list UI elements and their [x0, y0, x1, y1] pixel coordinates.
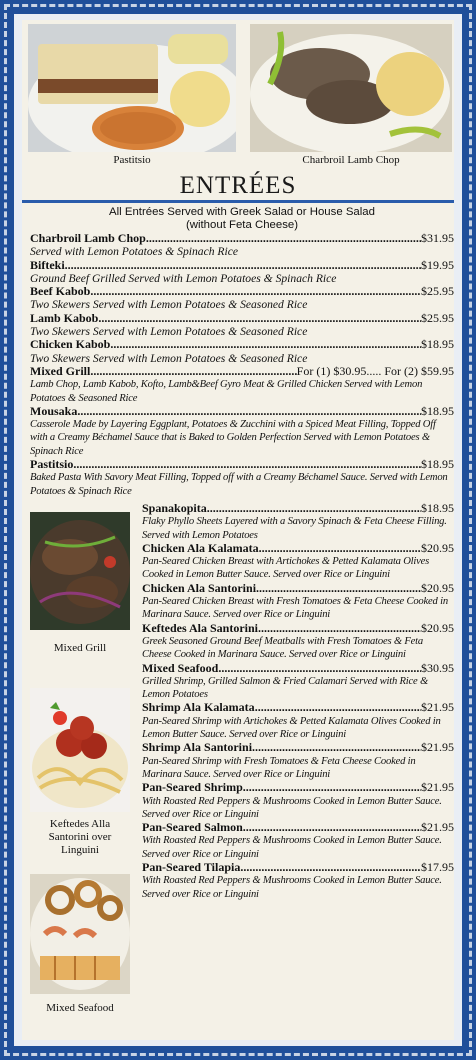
item-description: Pan-Seared Shrimp with Artichokes & Petted Kalamata Olives Cooked in Lemon Butter Sauce. Served over Rice or Linguini: [142, 715, 441, 741]
entries-side-list: [142, 502, 454, 901]
item-name: Mixed Seafood: [142, 660, 219, 675]
item-name: Pan-Seared Shrimp: [142, 780, 243, 795]
lamb-chop-caption: Charbroil Lamb Chop: [302, 154, 400, 166]
entrees-note: All Entrées Served with Greek Salad or House Salad (without Feta Cheese): [109, 206, 375, 231]
mixed-seafood-image: [30, 874, 130, 994]
item-name: Chicken Kabob: [30, 337, 111, 352]
menu-item: [142, 502, 454, 542]
item-name: Pan-Seared Tilapia: [142, 860, 241, 875]
item-description: Casserole Made by Layering Eggplant, Potatoes & Zucchini with a Spiced Meat Filling, Topped Off with a Creamy Béchamel Sauce that is Baked to Golden Perfection Served with Lemon Potatoes & Spinach Rice: [30, 419, 436, 457]
item-description: Lamb Chop, Lamb Kabob, Kofto, Lamb&Beef Gyro Meat & Grilled Chicken Served with Lemon Potatoes & Seasoned Rice: [30, 379, 423, 404]
item-price: $19.95: [421, 257, 454, 272]
item-description: Pan-Seared Chicken Breast with Artichokes & Petted Kalamata Olives Cooked in Lemon Butter Sauce. Served over Rice or Linguini: [142, 556, 430, 581]
item-price: $20.95: [421, 620, 454, 635]
item-description: Two Skewers Served with Lemon Potatoes & Seasoned Rice: [30, 351, 308, 365]
item-price: $25.95: [421, 310, 454, 325]
item-description: With Roasted Red Peppers & Mushrooms Cooked in Lemon Butter Sauce. Served over Rice or Linguini: [142, 875, 442, 900]
pastitsio-image: [28, 24, 236, 152]
item-description: Ground Beef Grilled Served with Lemon Potatoes & Spinach Rice: [30, 271, 337, 285]
entries-full-list: [30, 232, 454, 498]
pastitsio-photo: [28, 24, 236, 152]
item-price: $21.95: [421, 780, 454, 795]
item-description: Baked Pasta With Savory Meat Filling, Topped off with a Creamy Béchamel Sauce. Served with Lemon Potatoes & Spinach Rice: [30, 472, 448, 497]
menu-item: [142, 701, 454, 741]
item-name: Charbroil Lamb Chop: [30, 231, 146, 245]
item-name: Lamb Kabob: [30, 310, 99, 325]
item-description: Served with Lemon Potatoes & Spinach Rice: [30, 245, 239, 259]
lamb-chop-photo: [250, 24, 452, 152]
menu-item: [142, 622, 454, 662]
mixed-grill-caption: Mixed Grill: [53, 642, 107, 654]
item-name: Shrimp Ala Santorini: [142, 740, 253, 755]
mixed-grill-photo: [30, 512, 130, 630]
keftedes-caption: Keftedes Alla Santorini over Linguini: [48, 818, 112, 856]
menu-item: [142, 781, 454, 821]
item-price: $18.95: [421, 403, 454, 418]
item-description: With Roasted Red Peppers & Mushrooms Cooked in Lemon Butter Sauce. Served over Rice or Linguini: [142, 795, 442, 820]
keftedes-image: [30, 688, 130, 812]
item-price: $30.95: [421, 660, 454, 675]
menu-page: [22, 20, 454, 1040]
item-price: $18.95: [421, 501, 454, 515]
item-description: Flaky Phyllo Sheets Layered with a Savory Spinach & Feta Cheese Filling. Served with Lemon Potatoes: [142, 516, 447, 541]
item-price: $21.95: [421, 820, 454, 835]
item-description: Greek Seasoned Ground Beef Meatballs with Fresh Tomatoes & Feta Cheese Cooked in Marinara Sauce. Served over Rice or Linguini: [142, 635, 423, 661]
item-price: $25.95: [421, 284, 454, 299]
item-name: Bifteki: [30, 257, 65, 272]
pastitsio-caption: Pastitsio: [113, 154, 151, 166]
keftedes-photo: [30, 688, 130, 812]
item-description: Two Skewers Served with Lemon Potatoes & Seasoned Rice: [30, 298, 308, 312]
item-price: $21.95: [421, 740, 454, 755]
item-name: Shrimp Ala Kalamata: [142, 700, 255, 715]
menu-item: [30, 312, 454, 339]
item-name: Mixed Grill: [30, 363, 91, 378]
mixed-seafood-photo: [30, 874, 130, 994]
item-price: For (1) $30.95..... For (2) $59.95: [296, 363, 454, 378]
item-price: $17.95: [421, 860, 454, 875]
menu-item: [142, 542, 454, 582]
menu-item: [142, 741, 454, 781]
item-description: With Roasted Red Peppers & Mushrooms Cooked in Lemon Butter Sauce. Served over Rice or Linguini: [142, 835, 442, 860]
menu-item: [142, 662, 454, 702]
item-price: $18.95: [421, 337, 454, 352]
item-name: Beef Kabob: [30, 284, 91, 299]
item-price: $20.95: [421, 580, 454, 595]
item-description: Grilled Shrimp, Grilled Salmon & Fried Calamari Served with Rice & Lemon Potatoes: [142, 675, 429, 701]
page-title: ENTRÉES: [179, 172, 297, 199]
item-price: $21.95: [421, 700, 454, 715]
menu-item: [142, 582, 454, 622]
title-divider: [22, 200, 454, 203]
lamb-chop-image: [250, 24, 452, 152]
mixed-seafood-caption: Mixed Seafood: [46, 1002, 114, 1014]
menu-item: [30, 285, 454, 312]
item-name: Chicken Ala Santorini: [142, 580, 257, 595]
menu-item: [142, 821, 454, 861]
item-description: Two Skewers Served with Lemon Potatoes & Seasoned Rice: [30, 325, 308, 339]
menu-item: [30, 259, 454, 286]
item-description: Pan-Seared Shrimp with Fresh Tomatoes & Feta Cheese Cooked in Marinara Sauce. Served over Rice or Linguini: [142, 755, 416, 780]
mixed-grill-image: [30, 512, 130, 630]
item-name: Pastitsio: [30, 457, 74, 472]
item-name: Chicken Ala Kalamata: [142, 540, 259, 555]
menu-item: [142, 861, 454, 901]
menu-item: [30, 405, 454, 458]
menu-item: [30, 458, 454, 498]
menu-item: [30, 338, 454, 365]
item-price: $18.95: [421, 457, 454, 472]
item-name: Pan-Seared Salmon: [142, 820, 243, 835]
menu-item: [30, 232, 454, 259]
item-name: Mousaka: [30, 403, 78, 418]
item-name: Spanakopita: [142, 501, 207, 515]
item-name: Keftedes Ala Santorini: [142, 620, 258, 635]
item-price: $20.95: [421, 540, 454, 555]
item-price: $31.95: [421, 231, 454, 245]
item-description: Pan-Seared Chicken Breast with Fresh Tomatoes & Feta Cheese Cooked in Marinara Sauce. Served over Rice or Linguini: [142, 596, 448, 621]
menu-item: [30, 365, 454, 405]
